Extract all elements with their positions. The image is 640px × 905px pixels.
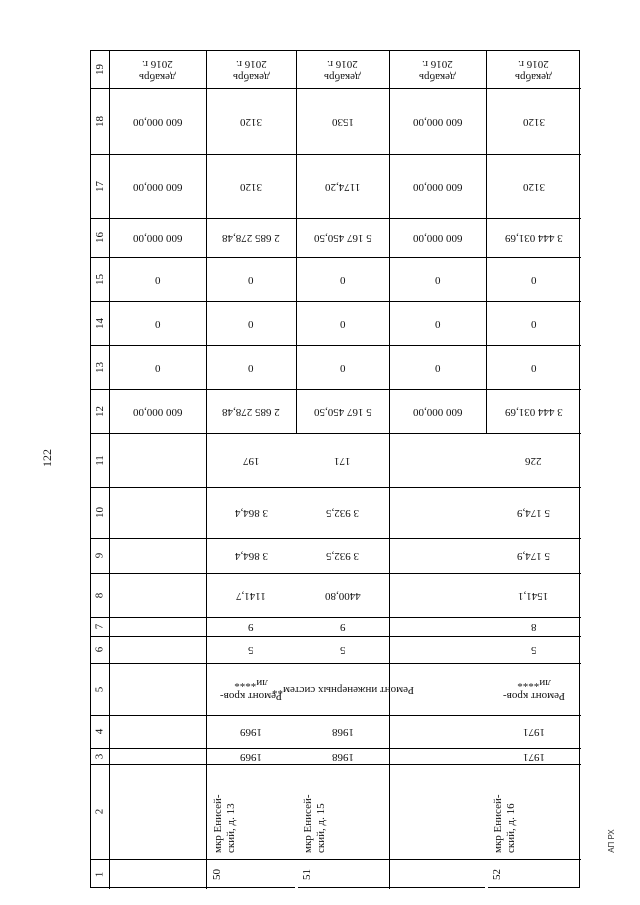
table-cell — [296, 257, 389, 301]
table-cell — [296, 859, 389, 889]
column-number-cell — [91, 301, 109, 345]
cell-value: 3 932,5 — [326, 507, 359, 519]
table-cell — [389, 257, 486, 301]
table-cell — [486, 748, 581, 764]
cell-value: 0 — [434, 361, 441, 374]
cell-value: 50 — [211, 868, 223, 880]
cell-value: 3 444 031,69 — [504, 405, 563, 418]
column-number: 19 — [93, 64, 106, 75]
cell-value: 2 685 278,48 — [222, 232, 280, 244]
column-number: 9 — [93, 552, 106, 559]
cell-value: 0 — [530, 273, 537, 286]
column-number: 7 — [93, 623, 106, 630]
table-cell — [109, 154, 206, 218]
table-cell — [486, 573, 581, 617]
table-cell — [389, 218, 486, 257]
table-cell — [206, 859, 296, 889]
table-cell — [206, 88, 296, 154]
table-cell — [296, 301, 389, 345]
cell-value: Ремонт кров- ли**** — [220, 677, 282, 702]
table-cell — [486, 663, 581, 715]
table-cell — [486, 538, 581, 573]
table-cell — [486, 487, 581, 538]
table-cell — [389, 88, 486, 154]
table-cell — [486, 389, 581, 433]
table-cell — [296, 154, 389, 218]
table-cell — [486, 301, 581, 345]
footer-mark: АП РХ — [607, 829, 616, 853]
table-cell — [109, 345, 206, 389]
column-number: 4 — [93, 728, 106, 735]
column-number-cell — [91, 538, 109, 573]
table-cell — [109, 51, 206, 88]
table-cell — [206, 433, 296, 487]
table-cell — [206, 257, 296, 301]
table-cell — [109, 218, 206, 257]
cell-value: 0 — [154, 273, 161, 286]
table-cell — [389, 345, 486, 389]
column-number: 14 — [93, 317, 106, 329]
table-cell — [296, 51, 389, 88]
cell-value: 9 — [248, 621, 254, 633]
cell-value: мкр Енисей- ский, д. 16 — [492, 794, 517, 853]
table-cell — [486, 715, 581, 748]
column-number-cell — [91, 748, 109, 764]
cell-value: 600 000,00 — [412, 180, 463, 193]
cell-value: 0 — [154, 317, 161, 330]
cell-value: 600 000,00 — [132, 180, 183, 193]
column-number-cell — [91, 764, 109, 859]
table-cell — [389, 389, 486, 433]
table-cell — [296, 748, 389, 764]
cell-value: 3120 — [240, 115, 262, 128]
table-cell — [206, 715, 296, 748]
cell-value: 600 000,00 — [132, 405, 183, 418]
table-cell — [206, 218, 296, 257]
table-cell — [109, 301, 206, 345]
column-number: 16 — [93, 232, 106, 243]
cell-value: 5 167 450,50 — [313, 232, 372, 244]
table-cell — [206, 154, 296, 218]
table-cell — [389, 51, 486, 88]
cell-value: 600 000,00 — [412, 115, 463, 128]
cell-value: 1968 — [331, 726, 354, 738]
cell-value: декабрь 2016 г. — [515, 57, 552, 83]
table-cell — [109, 88, 206, 154]
table-cell — [206, 748, 296, 764]
cell-value: 0 — [248, 317, 254, 330]
cell-value: 1968 — [331, 750, 354, 763]
column-number: 18 — [93, 115, 106, 127]
column-number-cell — [91, 154, 109, 218]
cell-value: 52 — [491, 868, 503, 880]
cell-value: 1141,7 — [236, 589, 266, 602]
cell-value: 0 — [530, 317, 537, 330]
column-number-cell — [91, 345, 109, 389]
table-cell — [486, 859, 581, 889]
cell-value: 0 — [248, 361, 254, 374]
cell-value: 1530 — [331, 115, 354, 128]
table-cell — [206, 487, 296, 538]
table-cell — [486, 88, 581, 154]
column-number: 17 — [93, 180, 106, 192]
column-number: 15 — [93, 273, 106, 285]
cell-value: 0 — [339, 361, 346, 374]
table-cell — [296, 389, 389, 433]
cell-value: 8 — [530, 621, 537, 633]
table-cell — [486, 764, 581, 859]
table-cell — [206, 636, 296, 663]
table-cell — [109, 257, 206, 301]
table-cell — [486, 257, 581, 301]
table-cell — [486, 218, 581, 257]
table-cell — [296, 345, 389, 389]
cell-value: 5 174,9 — [517, 507, 550, 519]
column-number: 13 — [93, 361, 106, 373]
cell-value: 2 685 278,48 — [222, 405, 280, 418]
table-cell — [486, 433, 581, 487]
table-cell — [389, 301, 486, 345]
cell-value: 1971 — [522, 750, 545, 763]
table-cell — [206, 389, 296, 433]
cell-value: 5 — [530, 644, 537, 656]
cell-value: 3120 — [240, 180, 262, 193]
cell-value: 5 — [339, 644, 346, 656]
column-number-cell — [91, 617, 109, 636]
table-cell — [296, 617, 389, 636]
rotated-data-table — [90, 50, 580, 888]
column-number: 10 — [93, 507, 106, 518]
column-number-cell — [91, 88, 109, 154]
table-cell — [486, 154, 581, 218]
cell-value: 5 167 450,50 — [313, 405, 372, 418]
cell-value: 5 — [248, 644, 254, 656]
cell-value: Ремонт кров- ли**** — [502, 677, 565, 702]
cell-value: 1969 — [240, 726, 262, 738]
table-cell — [486, 636, 581, 663]
column-number-cell — [91, 487, 109, 538]
column-number: 1 — [93, 871, 106, 877]
cell-value: 5 174,9 — [517, 550, 550, 562]
cell-value: 1969 — [240, 750, 262, 763]
table-cell — [486, 617, 581, 636]
cell-value: 0 — [434, 317, 441, 330]
column-number: 3 — [93, 753, 106, 759]
table-cell — [206, 345, 296, 389]
table-cell — [271, 663, 414, 715]
column-number-cell — [91, 859, 109, 889]
cell-value: 1174,20 — [324, 180, 361, 193]
cell-value: декабрь 2016 г. — [324, 57, 361, 83]
table-cell — [296, 433, 389, 487]
table-cell — [296, 218, 389, 257]
column-number: 5 — [93, 686, 106, 692]
cell-value: 9 — [339, 621, 346, 633]
cell-value: 226 — [525, 454, 542, 467]
table-cell — [206, 617, 296, 636]
table-cell — [296, 487, 389, 538]
cell-value: 600 000,00 — [132, 232, 183, 244]
cell-value: 51 — [301, 868, 313, 880]
table-cell — [296, 538, 389, 573]
cell-value: 0 — [530, 361, 537, 374]
column-number: 12 — [93, 405, 106, 417]
cell-value: 197 — [242, 454, 260, 467]
table-cell — [389, 154, 486, 218]
table-cell — [296, 88, 389, 154]
column-number-cell — [91, 636, 109, 663]
cell-value: 3120 — [522, 115, 545, 128]
cell-value: 3 864,4 — [234, 550, 268, 562]
table-cell — [206, 301, 296, 345]
cell-value: Ремонт инженерных систем** — [271, 683, 414, 696]
cell-value: 4400,80 — [324, 589, 361, 602]
cell-value: 1971 — [522, 726, 545, 738]
table-cell — [296, 715, 389, 748]
column-number: 11 — [93, 454, 106, 466]
table-cell — [206, 764, 296, 859]
column-number-cell — [91, 51, 109, 88]
cell-value: 3120 — [522, 180, 545, 193]
column-number-cell — [91, 663, 109, 715]
table-cell — [206, 573, 296, 617]
cell-value: декабрь 2016 г. — [419, 57, 456, 83]
cell-value: 0 — [248, 273, 254, 286]
cell-value: 600 000,00 — [412, 232, 463, 244]
column-number-cell — [91, 433, 109, 487]
table-cell — [206, 51, 296, 88]
column-number: 6 — [93, 646, 106, 653]
table-cell — [296, 636, 389, 663]
table-cell — [206, 538, 296, 573]
cell-value: 600 000,00 — [132, 115, 183, 128]
table-cell — [296, 764, 389, 859]
cell-value: 3 864,4 — [234, 507, 268, 519]
column-number-cell — [91, 389, 109, 433]
cell-value: 0 — [154, 361, 161, 374]
table-cell — [486, 345, 581, 389]
table-cell — [109, 389, 206, 433]
cell-value: 1541,1 — [518, 589, 549, 602]
column-number-cell — [91, 218, 109, 257]
column-number: 2 — [93, 808, 106, 815]
table-cell — [296, 573, 389, 617]
column-number-cell — [91, 715, 109, 748]
cell-value: 0 — [434, 273, 441, 286]
cell-value: декабрь 2016 г. — [232, 57, 270, 83]
cell-value: декабрь 2016 г. — [139, 57, 176, 83]
column-number-cell — [91, 573, 109, 617]
column-number-cell — [91, 257, 109, 301]
cell-value: 3 444 031,69 — [504, 232, 563, 244]
column-number: 8 — [93, 592, 106, 598]
cell-value: 171 — [334, 454, 351, 467]
cell-value: мкр Енисей- ский, д. 13 — [212, 794, 237, 853]
table-cell — [486, 51, 581, 88]
cell-value: мкр Енисей- ский, д. 15 — [302, 794, 327, 853]
page-number: 122 — [40, 449, 54, 467]
cell-value: 3 932,5 — [326, 550, 359, 562]
cell-value: 0 — [339, 273, 346, 286]
cell-value: 600 000,00 — [412, 405, 463, 418]
cell-value: 0 — [339, 317, 346, 330]
